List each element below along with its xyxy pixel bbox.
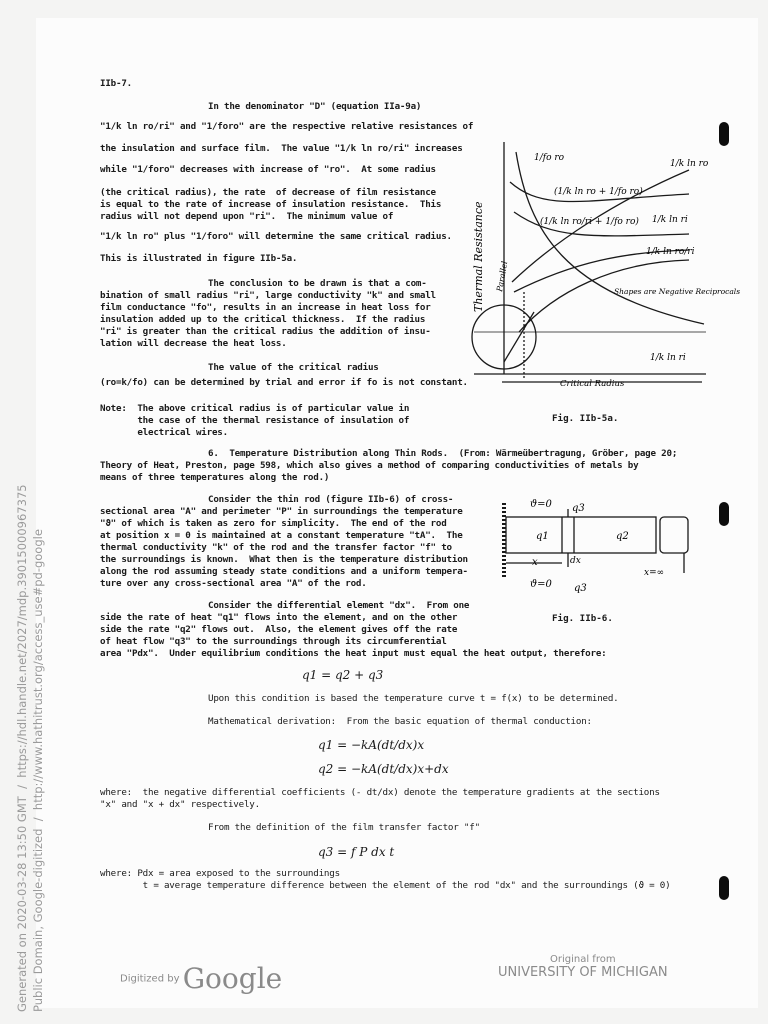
curve-label: (1/k ln ro + 1/fo ro): [554, 187, 643, 197]
fig6-label: ϑ=0: [530, 499, 552, 510]
curve-label: (1/k ln ro/ri + 1/fo ro): [540, 217, 639, 227]
rod-end: [660, 517, 688, 553]
upon-line: Upon this condition is based the temperature curve t = f(x) to be determined.: [208, 693, 619, 704]
punch-hole: [719, 876, 729, 900]
curve-label: 1/fo ro: [534, 153, 565, 163]
para1-line: radius will not depend upon "ri". The minimum value of: [100, 211, 394, 222]
para2-line: film conductance "fo", results in an increase in heat loss for: [100, 302, 431, 313]
para5-line: side the rate of heat "q1" flows into the element, and on the other: [100, 612, 458, 623]
para4-line: thermal conductivity "k" of the rod and the transfer factor "f" to: [100, 542, 452, 553]
curve-label: 1/k ln ri: [650, 353, 686, 363]
where1-line: "x" and "x + dx" respectively.: [100, 799, 260, 810]
google-logo: Google: [182, 962, 283, 995]
equation-3: q2 = −kA(dt/dx)x+dx: [318, 762, 449, 776]
critical-radius-line: (ro=k/fo) can be determined by trial and error if fo is not constant.: [100, 377, 468, 388]
figure-iib-5a: [472, 142, 741, 402]
figure-iib-6: [494, 495, 694, 595]
para1-line: "1/k ln ro/ri" and "1/foro" are the respective relative resistances of: [100, 121, 474, 132]
para2-line: "ri" is greater than the critical radius the addition of insu-: [100, 326, 431, 337]
note-line: Note: The above critical radius is of particular value in: [100, 403, 410, 414]
where2-line: t = average temperature difference between the element of the rod "dx" and the surroundings (ϑ = 0): [100, 880, 671, 891]
note-line: the case of the thermal resistance of insulation of: [100, 415, 410, 426]
para4-line: Consider the thin rod (figure IIb-6) of cross-: [208, 494, 454, 505]
para4-line: ture over any cross-sectional area "A" of the rod.: [100, 578, 367, 589]
parallel-label: Parallel: [495, 260, 510, 293]
curve-film: [516, 152, 704, 324]
para4-line: "ϑ" of which is taken as zero for simplicity. The end of the rod: [100, 518, 447, 529]
rod: [506, 517, 656, 553]
note-line: electrical wires.: [100, 427, 228, 438]
note-label: Shapes are Negative Reciprocals: [614, 287, 741, 296]
curve-label: 1/k ln ro: [670, 159, 709, 169]
curve-label: 1/k ln ri: [652, 215, 688, 225]
fig6-caption: Fig. IIb-6.: [552, 613, 613, 624]
para4-line: sectional area "A" and perimeter "P" in surroundings the temperature: [100, 506, 463, 517]
page-label: IIb-7.: [100, 78, 132, 89]
fig6-label: q2: [616, 531, 629, 542]
fig5a-caption: Fig. IIb-5a.: [552, 413, 619, 424]
fig6-label: x=∞: [644, 568, 665, 578]
fig6-label: dx: [570, 556, 581, 566]
para2-line: bination of small radius "ri", large conductivity "k" and small: [100, 290, 436, 301]
curve-label: 1/k ln ro/ri: [646, 247, 695, 257]
fig6-label: ϑ=0: [530, 579, 552, 590]
para1-line: is equal to the rate of increase of insulation resistance. This: [100, 199, 442, 210]
yaxis-label: Thermal Resistance: [472, 201, 485, 312]
para2-line: The conclusion to be drawn is that a com-: [208, 278, 427, 289]
para1-line: In the denominator "D" (equation IIa-9a): [208, 101, 422, 112]
para1-line: This is illustrated in figure IIb-5a.: [100, 253, 298, 264]
para1-line: "1/k ln ro" plus "1/foro" will determine the same critical radius.: [100, 231, 452, 242]
para5-line: of heat flow "q3" to the surroundings through its circumferential: [100, 636, 447, 647]
para5-line: Consider the differential element "dx". From one: [208, 600, 470, 611]
original-from: Original from UNIVERSITY OF MICHIGAN: [498, 954, 668, 980]
equation-2: q1 = −kA(dt/dx)x: [318, 738, 425, 752]
para1-line: while "1/foro" decreases with increase of "ro". At some radius: [100, 164, 436, 175]
para4-line: along the rod assuming steady state conditions and a uniform tempera-: [100, 566, 468, 577]
fig6-label: q3: [574, 583, 587, 594]
where2-line: where: Pdx = area exposed to the surroundings: [100, 868, 340, 879]
fig6-label: q3: [572, 503, 585, 514]
equation-4: q3 = f P dx t: [318, 845, 395, 859]
fig6-label: x: [532, 557, 538, 568]
curve-ln-ratio: [519, 260, 689, 332]
para1-line: the insulation and surface film. The value "1/k ln ro/ri" increases: [100, 143, 463, 154]
para5-line: area "Pdx". Under equilibrium conditions the heat input must equal the heat output, therefore:: [100, 648, 607, 659]
punch-hole: [719, 502, 729, 526]
para1-line: (the critical radius), the rate of decrease of film resistance: [100, 187, 436, 198]
para2-line: lation will decrease the heat loss.: [100, 338, 287, 349]
radius-line: [504, 312, 534, 362]
film-line: From the definition of the film transfer factor "f": [208, 822, 480, 833]
fig6-label: q1: [536, 531, 549, 542]
digitized-by: Digitized by Google: [120, 962, 283, 995]
hathitrust-watermark: Generated on 2020-03-28 13:50 GMT / https://hdl.handle.net/2027/mdp.39015000967375 Public Domain, Google-digitized / http://www.hathitrust.org/access_use#pd-google: [15, 484, 45, 1012]
section6-line: Theory of Heat, Preston, page 598, which also gives a method of comparing conductivities of metals by: [100, 460, 639, 471]
punch-hole: [719, 122, 729, 146]
para2-line: insulation added up to the critical thickness. If the radius: [100, 314, 426, 325]
math-line: Mathematical derivation: From the basic equation of thermal conduction:: [208, 716, 592, 727]
equation-1: q1 = q2 + q3: [302, 668, 384, 682]
where1-line: where: the negative differential coefficients (- dt/dx) denote the temperature gradients at the sections: [100, 787, 660, 798]
xaxis-label: Critical Radius: [560, 379, 625, 389]
para5-line: side the rate "q2" flows out. Also, the element gives off the rate: [100, 624, 458, 635]
para4-line: the surroundings is known. What then is the temperature distribution: [100, 554, 468, 565]
para4-line: at position x = 0 is maintained at a constant temperature "tA". The: [100, 530, 463, 541]
section6-title: 6. Temperature Distribution along Thin Rods. (From: Wärmeübertragung, Gröber, page 20;: [208, 448, 678, 459]
critical-radius-heading: The value of the critical radius: [208, 362, 379, 373]
section6-line: means of three temperatures along the rod.): [100, 472, 330, 483]
